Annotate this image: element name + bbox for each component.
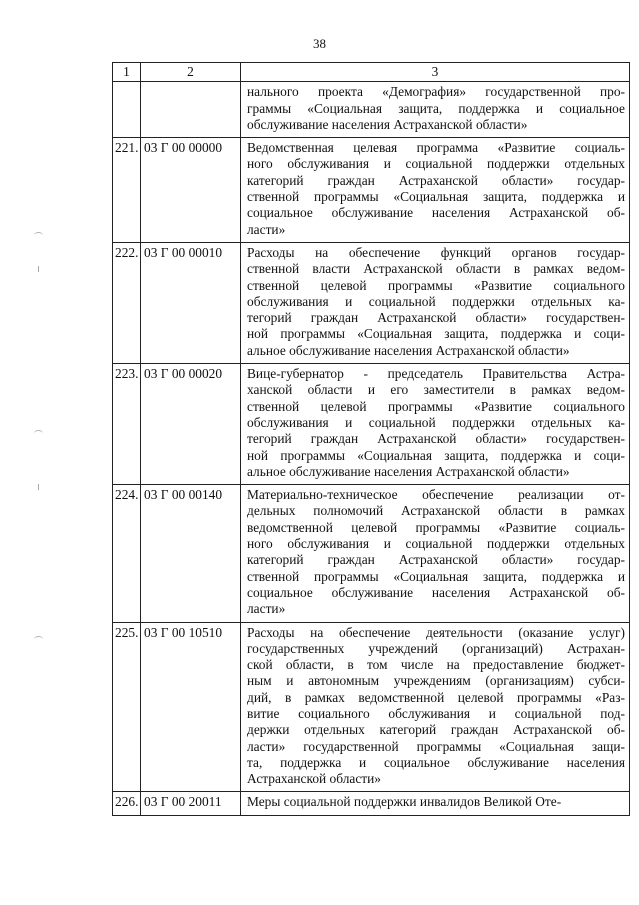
row-code: 03 Г 00 00140 [141, 485, 241, 622]
description-line: Расходы на обеспечение функций органов государ- [247, 244, 625, 260]
description-line: Расходы на обеспечение деятельности (оказание услуг) [247, 624, 625, 640]
description-line: нального проекта «Демография» государственной про- [247, 84, 625, 100]
row-number [113, 82, 141, 138]
description-line: категорий граждан Астраханской области» государ- [247, 172, 625, 188]
table-row [113, 242, 630, 363]
description-line: Астраханской области» [247, 771, 381, 787]
row-description [241, 485, 630, 622]
scan-mark [38, 484, 39, 490]
description-line: государственных учреждений (организаций) Астрахан- [247, 640, 625, 656]
description-line: социальное обслуживание населения Астраханской об- [247, 584, 625, 600]
description-line: обслуживания и социальной поддержки отдельных ка- [247, 414, 625, 430]
table-row [113, 82, 630, 138]
row-description [241, 138, 630, 243]
description-line: ного обслуживания и социальной поддержки отдельных [247, 156, 625, 172]
description-line: Вице-губернатор - председатель Правительства Астра- [247, 366, 625, 382]
row-description [241, 364, 630, 485]
description-line: ласти» [247, 221, 286, 237]
description-line: социальное обслуживание населения Астраханской об- [247, 205, 625, 221]
row-number: 226. [113, 792, 141, 815]
description-line: категорий граждан Астраханской области» государ- [247, 552, 625, 568]
budget-classification-table [112, 62, 630, 816]
description-line: та, поддержка и социальное обслуживание населения [247, 754, 625, 770]
scan-speck [34, 636, 43, 643]
description-line: ственной целевой программы «Развитие социального [247, 398, 625, 414]
row-code: 03 Г 00 00000 [141, 138, 241, 243]
description-line: ственной программы «Социальная защита, поддержка и [247, 189, 625, 205]
table-row [113, 622, 630, 792]
scan-mark [38, 266, 39, 272]
description-line: тегорий граждан Астраханской области» государствен- [247, 431, 625, 447]
page-number: 38 [313, 36, 326, 51]
description-line: ской области, в том числе на предоставление бюджет- [247, 657, 625, 673]
description-line: ласти» государственной программы «Социальная защи- [247, 738, 625, 754]
row-description [241, 82, 630, 138]
description-line: ласти» [247, 601, 286, 617]
description-line: обслуживание населения Астраханской области» [247, 116, 528, 132]
row-code: 03 Г 00 20011 [141, 792, 241, 815]
description-line: Меры социальной поддержки инвалидов Великой Оте- [247, 794, 562, 810]
scan-speck [34, 232, 43, 239]
column-header-1: 1 [113, 63, 141, 82]
table-header-row [113, 63, 630, 82]
description-line: альное обслуживание населения Астраханской области» [247, 463, 570, 479]
row-number: 221. [113, 138, 141, 243]
table-row [113, 364, 630, 485]
description-line: ственной власти Астраханской области в рамках ведом- [247, 261, 625, 277]
description-line: альное обслуживание населения Астраханской области» [247, 342, 570, 358]
description-line: ной программы «Социальная защита, поддержка и соци- [247, 447, 625, 463]
table-row [113, 485, 630, 622]
table-body [113, 82, 630, 815]
row-description [241, 242, 630, 363]
row-code: 03 Г 00 10510 [141, 622, 241, 792]
description-line: держки отдельных категорий граждан Астраханской об- [247, 722, 625, 738]
description-line: ханской области и его заместители в рамках ведом- [247, 382, 625, 398]
table-row [113, 792, 630, 815]
column-header-2: 2 [141, 63, 241, 82]
description-line: Материально-техническое обеспечение реализации от- [247, 487, 625, 503]
description-line: дельных полномочий Астраханской области в рамках [247, 503, 625, 519]
row-code [141, 82, 241, 138]
table-row [113, 138, 630, 243]
description-line: ного обслуживания и социальной поддержки отдельных [247, 536, 625, 552]
description-line: обслуживания и социальной поддержки отдельных ка- [247, 293, 625, 309]
description-line: ственной программы «Социальная защита, поддержка и [247, 568, 625, 584]
scan-speck [34, 430, 43, 437]
row-code: 03 Г 00 00020 [141, 364, 241, 485]
row-description [241, 622, 630, 792]
description-line: ственной целевой программы «Развитие социального [247, 277, 625, 293]
description-line: Ведомственная целевая программа «Развитие социаль- [247, 140, 625, 156]
description-line: ведомственной целевой программы «Развитие социаль- [247, 519, 625, 535]
row-number: 222. [113, 242, 141, 363]
row-number: 223. [113, 364, 141, 485]
description-line: витие социального обслуживания и социальной под- [247, 705, 625, 721]
description-line: граммы «Социальная защита, поддержка и социальное [247, 100, 625, 116]
description-line: ным и автономным учреждениям (организациям) субси- [247, 673, 625, 689]
row-number: 224. [113, 485, 141, 622]
row-number: 225. [113, 622, 141, 792]
description-line: ной программы «Социальная защита, поддержка и соци- [247, 326, 625, 342]
row-code: 03 Г 00 00010 [141, 242, 241, 363]
description-line: тегорий граждан Астраханской области» государствен- [247, 310, 625, 326]
column-header-3: 3 [241, 63, 630, 82]
description-line: дий, в рамках ведомственной целевой программы «Раз- [247, 689, 625, 705]
row-description [241, 792, 630, 815]
